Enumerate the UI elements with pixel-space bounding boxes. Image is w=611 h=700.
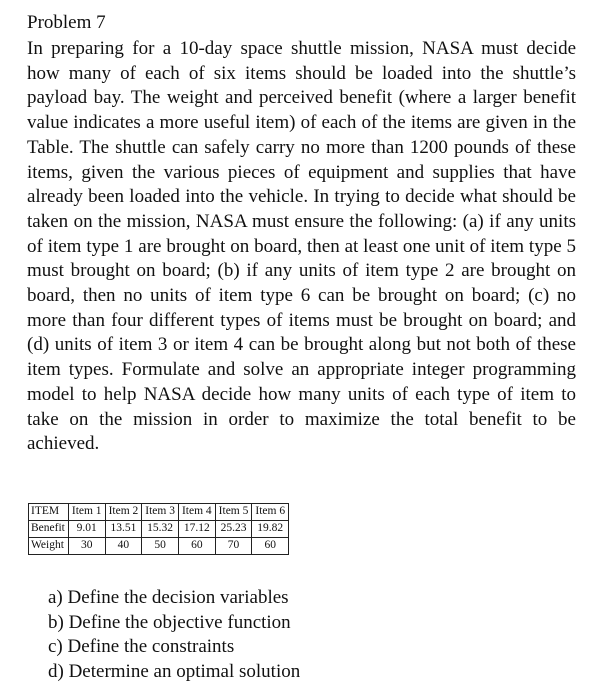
table-cell: 9.01 <box>68 521 105 538</box>
table-cell: 60 <box>178 538 215 555</box>
items-table <box>28 503 289 555</box>
table-cell: 13.51 <box>105 521 142 538</box>
table-cell: 19.82 <box>252 521 289 538</box>
question-item: a) Define the decision variables <box>48 587 289 608</box>
question-item: c) Define the constraints <box>48 636 235 657</box>
table-header-cell: Item 5 <box>215 504 252 521</box>
table-header-cell: Item 6 <box>252 504 289 521</box>
table-row-benefit <box>29 521 289 538</box>
table-row-label: Weight <box>29 538 69 555</box>
table-cell: 15.32 <box>142 521 179 538</box>
table-header-cell: Item 2 <box>105 504 142 521</box>
table-cell: 25.23 <box>215 521 252 538</box>
table-cell: 60 <box>252 538 289 555</box>
table-header-cell: ITEM <box>29 504 69 521</box>
table-header-row <box>29 504 289 521</box>
table-cell: 40 <box>105 538 142 555</box>
table-header-cell: Item 1 <box>68 504 105 521</box>
question-list <box>48 586 300 684</box>
problem-title: Problem 7 <box>27 12 106 33</box>
table-cell: 30 <box>68 538 105 555</box>
table-row-weight <box>29 538 289 555</box>
question-item: b) Define the objective function <box>48 611 291 633</box>
table-header-cell: Item 3 <box>142 504 179 521</box>
table-cell: 70 <box>215 538 252 555</box>
problem-statement: In preparing for a 10-day space shuttle mission, NASA must decide how many of each of six items should be loaded into the shuttle’s payload bay. The weight and perceived benefit (where a larger benefit value indicates a more useful item) of each of the items are given in the Table. The shuttle can safely carry no more than 1200 pounds of these items, given the various pieces of equipment and supplies that have already been loaded into the vehicle. In trying to decide what should be taken on the mission, NASA must ensure the following: (a) if any units of item type 1 are brought on board, then at least one unit of item type 5 must brought on board; (b) if any units of item type 2 are brought on board, then no units of item type 6 can be brought on board; (c) no more than four different types of items must be brought on board; and (d) units of item 3 or item 4 can be brought along but not both of these item types. Formulate and solve an appropriate integer programming model to help NASA decide how many units of each type of item to take on the mission in order to maximize the total benefit to be achieved. <box>27 38 576 455</box>
table-cell: 17.12 <box>178 521 215 538</box>
table-header-cell: Item 4 <box>178 504 215 521</box>
table-cell: 50 <box>142 538 179 555</box>
question-item: d) Determine an optimal solution <box>48 660 301 682</box>
table-row-label: Benefit <box>29 521 69 538</box>
